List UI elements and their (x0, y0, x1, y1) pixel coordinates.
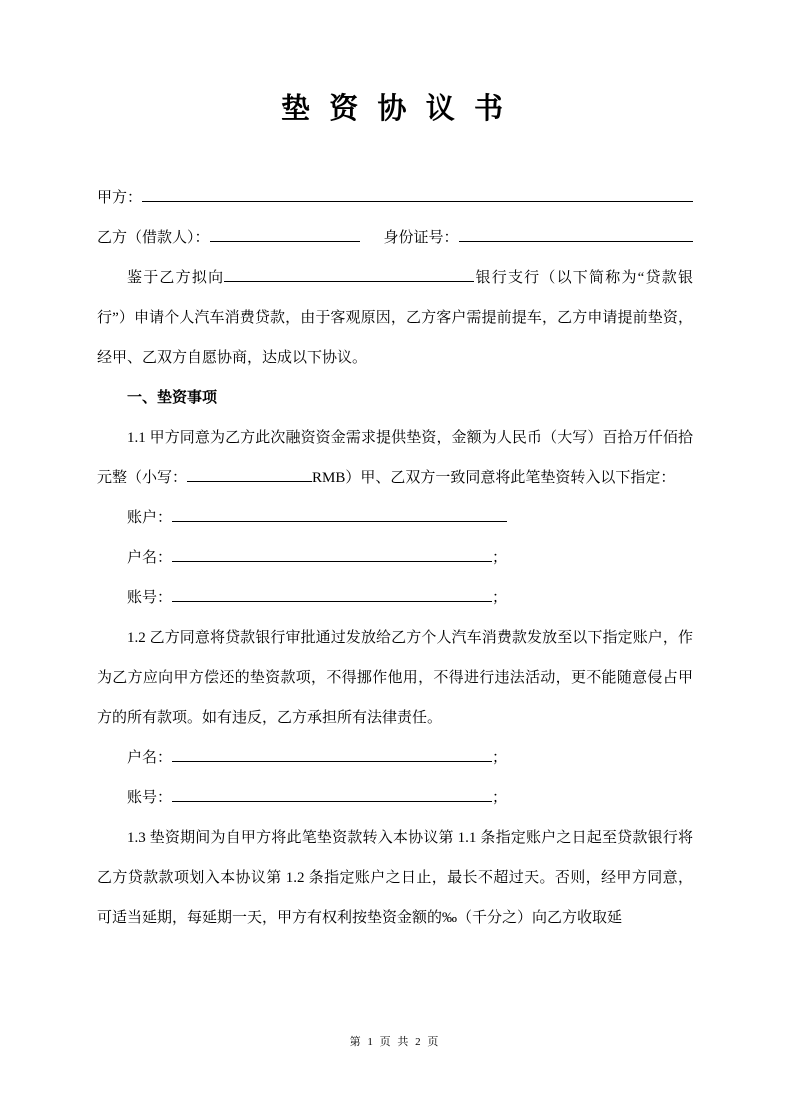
party-b-line (97, 218, 693, 258)
clause-1-2: 1.2 乙方同意将贷款银行审批通过发放给乙方个人汽车消费款发放至以下指定账户，作为乙方应向甲方偿还的垫资款项，不得挪作他用，不得进行违法活动，更不能随意侵占甲方的所有款项。如有违反，乙方承担所有法律责任。 (97, 630, 693, 726)
account-number-label: 账号： (127, 790, 173, 806)
semicolon: ； (492, 750, 508, 766)
semicolon: ； (492, 590, 508, 606)
clause-1-3: 1.3 垫资期间为自甲方将此笔垫资款转入本协议第 1.1 条指定账户之日起至贷款银行将乙方贷款款项划入本协议第 1.2 条指定账户之日止，最长不超过天。否则，经甲方同意，可适当延期，每延期一天，甲方有权利按垫资金额的‰（千分之）向乙方收取延 (97, 830, 693, 926)
holder-name-blank-1[interactable] (172, 547, 492, 562)
id-number-label: 身份证号： (383, 230, 459, 246)
semicolon: ； (492, 550, 508, 566)
account-number-label: 账号： (127, 590, 173, 606)
page-number: 第 1 页 共 2 页 (349, 1036, 441, 1048)
recital-paragraph (97, 258, 693, 378)
party-b-blank[interactable] (210, 227, 360, 242)
semicolon: ； (492, 790, 508, 806)
id-number-blank[interactable] (459, 227, 693, 242)
party-a-label: 甲方： (97, 190, 143, 206)
clause-1-1 (97, 418, 693, 498)
holder-name-line-2 (97, 738, 693, 778)
party-a-blank[interactable] (142, 187, 693, 202)
account-number-line-2 (97, 778, 693, 818)
holder-name-label: 户名： (127, 550, 173, 566)
recital-suffix: 银行支行（以下简称为“贷款银行”）申请个人汽车消费贷款，由于客观原因，乙方客户需提前提车，乙方申请提前垫资，经甲、乙双方自愿协商，达成以下协议。 (97, 270, 693, 366)
account-number-blank-2[interactable] (172, 787, 492, 802)
holder-name-line-1 (97, 538, 693, 578)
party-a-line (97, 178, 693, 218)
amount-lowercase-blank[interactable] (187, 467, 312, 482)
holder-name-label: 户名： (127, 750, 173, 766)
recital-prefix: 鉴于乙方拟向 (127, 270, 225, 286)
bank-name-blank[interactable] (224, 267, 474, 282)
section-1-heading: 一、垫资事项 (127, 390, 218, 406)
account-label: 账户： (127, 510, 173, 526)
clause-1-1-suffix: RMB）甲、乙双方一致同意将此笔垫资转入以下指定： (312, 470, 676, 486)
party-b-label: 乙方（借款人）： (97, 230, 210, 246)
account-number-line-1 (97, 578, 693, 618)
page-footer (0, 1033, 790, 1049)
account-line (97, 498, 693, 538)
account-blank[interactable] (172, 507, 507, 522)
account-number-blank-1[interactable] (172, 587, 492, 602)
holder-name-blank-2[interactable] (172, 747, 492, 762)
clause-1-1-prefix: 1.1 甲方同意为乙方此次融资资金需求提供垫资，金额为人民币（大写）百拾万仟佰拾元整（小写： (97, 430, 693, 486)
document-title: 垫 资 协 议 书 (280, 93, 509, 125)
